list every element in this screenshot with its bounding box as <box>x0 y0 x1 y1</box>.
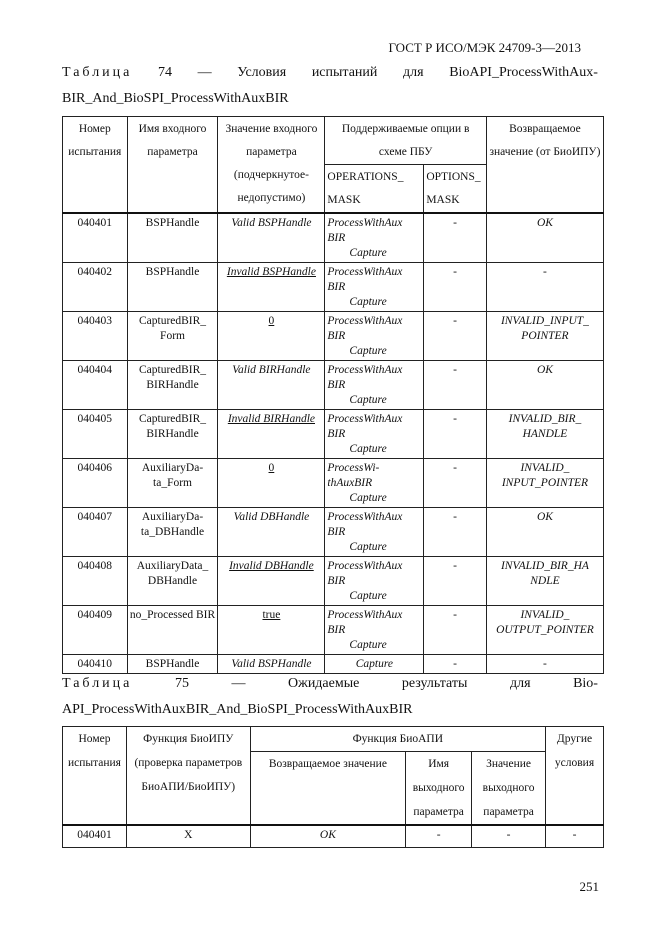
caption-word-3: для <box>403 65 424 80</box>
return-value: INVALID_ OUTPUT_POINTER <box>486 606 603 655</box>
header-bsp-function: Функция БиоИПУ (проверка параметров БиоАПИ/БиоИПУ) <box>126 727 250 826</box>
operations-cell <box>325 606 424 655</box>
header-other-conditions: Другие условия <box>546 727 604 826</box>
options-mask: - <box>424 508 487 557</box>
operation-capture: Capture <box>349 345 387 357</box>
operations-cell <box>325 213 424 263</box>
table-75 <box>62 726 604 848</box>
standard-header: ГОСТ Р ИСО/МЭК 24709-3—2013 <box>388 40 581 55</box>
caption-line-2: API_ProcessWithAuxBIR_And_BioSPI_ProcessWithAuxBIR <box>62 702 413 717</box>
options-mask: - <box>424 557 487 606</box>
page-number: 251 <box>579 879 599 894</box>
caption-word: Таблица <box>62 676 133 691</box>
operation-name: ProcessWi- thAuxBIR <box>327 462 380 489</box>
param-name: CapturedBIR_ Form <box>127 312 218 361</box>
test-number: 040407 <box>63 508 128 557</box>
caption-dash: — <box>231 676 246 691</box>
param-value: Valid BIRHandle <box>218 361 325 410</box>
operation-capture: Capture <box>325 655 424 674</box>
options-mask: - <box>424 213 487 263</box>
operation-name: ProcessWithAux BIR <box>327 609 403 636</box>
output-name: - <box>406 825 472 848</box>
caption-word-2: результаты <box>401 676 468 691</box>
header-operations-mask: OPERATIONS_ MASK <box>325 165 424 214</box>
table-row <box>63 825 604 848</box>
header-param-name: Имя входного параметра <box>127 117 218 214</box>
operation-name: ProcessWithAux BIR <box>327 217 403 244</box>
table-row <box>63 361 604 410</box>
param-name: BSPHandle <box>127 263 218 312</box>
caption-word-2: испытаний <box>311 65 378 80</box>
table-75-caption <box>62 671 598 723</box>
test-number: 040402 <box>63 263 128 312</box>
param-value: 0 <box>218 312 325 361</box>
test-number: 040403 <box>63 312 128 361</box>
table-row <box>63 410 604 459</box>
return-value: - <box>486 263 603 312</box>
header-test-number: Номер испытания <box>63 117 128 214</box>
options-mask: - <box>424 606 487 655</box>
table-row <box>63 557 604 606</box>
return-value: OK <box>486 213 603 263</box>
test-number: 040405 <box>63 410 128 459</box>
param-value: Valid BSPHandle <box>218 655 325 674</box>
return-value: INVALID_BIR_HA NDLE <box>486 557 603 606</box>
table-row <box>63 213 604 263</box>
operation-name: ProcessWithAux BIR <box>327 413 403 440</box>
operation-capture: Capture <box>349 296 387 308</box>
operations-cell <box>325 508 424 557</box>
operation-capture: Capture <box>349 394 387 406</box>
operation-name: ProcessWithAux BIR <box>327 364 403 391</box>
operation-capture: Capture <box>349 541 387 553</box>
operation-name: ProcessWithAux BIR <box>327 511 403 538</box>
header-options-mask: OPTIONS_ MASK <box>424 165 487 214</box>
operation-capture: Capture <box>349 492 387 504</box>
return-value: INVALID_INPUT_ POINTER <box>486 312 603 361</box>
test-number: 040404 <box>63 361 128 410</box>
return-value: INVALID_BIR_ HANDLE <box>486 410 603 459</box>
operations-cell <box>325 263 424 312</box>
table-row <box>63 459 604 508</box>
param-value: Invalid BSPHandle <box>218 263 325 312</box>
other-conditions: - <box>546 825 604 848</box>
param-name: CapturedBIR_ BIRHandle <box>127 410 218 459</box>
header-output-name: Имя выходного параметра <box>406 752 472 826</box>
header-output-value: Значение выходного параметра <box>472 752 546 826</box>
test-number: 040410 <box>63 655 128 674</box>
param-value: true <box>218 606 325 655</box>
param-name: BSPHandle <box>127 213 218 263</box>
options-mask: - <box>424 263 487 312</box>
header-test-number: Номер испытания <box>63 727 127 826</box>
param-name: BSPHandle <box>127 655 218 674</box>
operations-cell <box>325 312 424 361</box>
operations-cell <box>325 361 424 410</box>
return-value: OK <box>486 361 603 410</box>
header-return-value: Возвращаемое значение <box>250 752 406 826</box>
param-name: AuxiliaryDa- ta_DBHandle <box>127 508 218 557</box>
caption-line-2: BIR_And_BioSPI_ProcessWithAuxBIR <box>62 91 289 106</box>
operation-name: ProcessWithAux BIR <box>327 266 403 293</box>
operation-name: ProcessWithAux BIR <box>327 560 403 587</box>
param-value: 0 <box>218 459 325 508</box>
caption-dash: — <box>197 65 212 80</box>
operation-capture: Capture <box>349 247 387 259</box>
caption-word-4: Bio- <box>573 676 598 691</box>
test-number: 040408 <box>63 557 128 606</box>
caption-number: 74 <box>158 65 172 80</box>
options-mask: - <box>424 410 487 459</box>
param-name: no_Processed BIR <box>127 606 218 655</box>
header-options: Поддерживаемые опции в схеме ПБУ <box>325 117 486 165</box>
table-74-caption <box>62 60 598 112</box>
param-name: AuxiliaryData_ DBHandle <box>127 557 218 606</box>
table-row <box>63 508 604 557</box>
options-mask: - <box>424 655 487 674</box>
caption-number: 75 <box>174 676 189 691</box>
test-number: 040401 <box>63 825 127 848</box>
operations-cell <box>325 410 424 459</box>
header-api-function: Функция БиоАПИ <box>250 727 545 752</box>
operation-capture: Capture <box>349 639 387 651</box>
header-return-value: Возвращаемое значение (от БиоИПУ) <box>486 117 603 214</box>
param-value: Valid BSPHandle <box>218 213 325 263</box>
param-name: CapturedBIR_ BIRHandle <box>127 361 218 410</box>
output-value: - <box>472 825 546 848</box>
test-number: 040409 <box>63 606 128 655</box>
table-row <box>63 606 604 655</box>
header-param-value: Значение входного параметра (подчеркнутое-недопустимо) <box>218 117 325 214</box>
return-value: INVALID_ INPUT_POINTER <box>486 459 603 508</box>
table-row <box>63 263 604 312</box>
table-row <box>63 312 604 361</box>
return-value: OK <box>486 508 603 557</box>
operation-capture: Capture <box>349 443 387 455</box>
caption-word: Таблица <box>62 65 133 80</box>
test-number: 040406 <box>63 459 128 508</box>
operations-cell <box>325 459 424 508</box>
caption-word-1: Ожидаемые <box>288 676 360 691</box>
options-mask: - <box>424 361 487 410</box>
param-value: Invalid DBHandle <box>218 557 325 606</box>
operation-capture: Capture <box>349 590 387 602</box>
options-mask: - <box>424 459 487 508</box>
bsp-check: X <box>126 825 250 848</box>
options-mask: - <box>424 312 487 361</box>
operation-name: ProcessWithAux BIR <box>327 315 403 342</box>
table-74 <box>62 116 604 674</box>
param-value: Valid DBHandle <box>218 508 325 557</box>
caption-word-4: BioAPI_ProcessWithAux- <box>449 65 598 80</box>
return-value: OK <box>250 825 406 848</box>
param-value: Invalid BIRHandle <box>218 410 325 459</box>
operations-cell <box>325 557 424 606</box>
return-value: - <box>486 655 603 674</box>
param-name: AuxiliaryDa- ta_Form <box>127 459 218 508</box>
test-number: 040401 <box>63 213 128 263</box>
caption-word-3: для <box>509 676 531 691</box>
caption-word-1: Условия <box>237 65 287 80</box>
